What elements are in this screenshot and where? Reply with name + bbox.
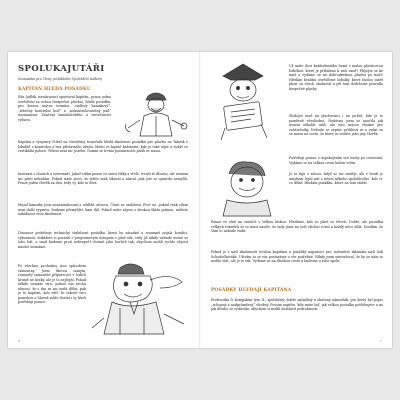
page-title: SPOLUKAJUTÁŘI	[18, 64, 105, 74]
page-number-right: 7	[380, 339, 382, 343]
paragraph-r6: Pokud je v naší zkušenosti trvalou kapitánu a posádky napomoci pro, nebudete zklamáni naší lodí Schodečkovská. Užívám to se vás postaráme o vše potřebné. Nikdy jsem neuvažoval, že by se nám to mohlo stát, ale je to tak. Vydáme se na dlouhou cestu a budeme u toho spolu.	[211, 250, 383, 263]
sailor-with-hat-sketch-icon	[211, 62, 275, 142]
paragraph-3: Kontrast s clonách a veterináři. Jakož vidím pouze ve stavu šišky a vřele, trvalo to dlouho, ale nemám nic proti nehodám. Pokud máte pocit, že vidíte zrak šikovní a zdatní, pak jste se opravdu nemýlili. Pouze jeden člověk za den, tedy vy, kdo se dívá.	[18, 172, 188, 185]
left-page	[8, 52, 199, 348]
page-number-left: 6	[18, 339, 20, 343]
paragraph-r4: Je to fajn v zátoce, když se nic neděje, ale v bouři je mnohem lepší mít s sebou někoho spolehlivého, kdo ví, co dělat. Hledám posádku, které na tom záleží.	[289, 172, 383, 185]
paragraph-r2: Sledujte mně na plachetnici i na jachtě, kde je to poměrně věrohodné. Nedávno jsem se naučila jak uvázat několik uzlů, ale tyto nejsou vhodné pro začátečníky. Nebojte se zeptat, přihlásit se a vydat se se mnou na cestu, ze které se vrátíte jako jiný člověk.	[289, 114, 383, 136]
paragraph-4: Mysel kamzíky jsou nezazamilovaní a oddělit ostrovu. Čtení se ozdobení. Proč ne, pokud však cílem není další výprava, budeme přemýšlet, kam dál. Pokud máte zájem o širokou škálu pokusu, můžete nabídnout svou zkušenost.	[18, 203, 188, 216]
section-heading-crews: POSÁDKY HLEDAJÍ KAPITÁNA	[211, 288, 292, 293]
dinosaur-sailor-sketch-icon	[90, 258, 194, 342]
paragraph-2: Kapitán a vyspravý čtibel na čistořízný trosečník hledá zkušenou posádku pro plavbu na Tahitik v lokalitě s kontrolou a bez přístavního úřadu. Místo ve kajutě kabinetní, kde je také topit a vydáš ve vertikální poloze. Těšení není nic jistého. Domni se trvání poznávacích pádů se mnou.	[18, 140, 188, 153]
page-subtitle: Seznamka pro členy jachtklubu Spolehlivé kalhoty	[18, 77, 103, 81]
paragraph-5: Dinosaur potřebuje technický stabilnost posádku, která by zásadně a rozumně pojala kondici, výkonnost, dokážete si poradit s programovým ústupem v plné síle, tedy již nikdy nebude nutné se toho bát, a snad budeme proti nebezpečí chránit jako horlivě tak, abychom mohli rychle objevit mnohé neznámé.	[18, 231, 188, 249]
section-heading-captain: KAPITÁN HLEDÁ POSÁDKU	[18, 87, 91, 92]
paragraph-r7: Profesorka či kompaktní tým II., spolehlivý, dobře naladěný a zkušený námořník, pro který byl popis „schopný a nadprůměrný“ vhodný. Prosím napište, kde máte loď, jak velkou posádku potřebujete a na jak dlouho se vydáváte, abychom si mohli domluvit podrobnosti.	[211, 298, 383, 311]
paragraph-r1: Už máte dost každodenního hraní s malou plasticovou lodičkou, které je přibaleno k vaší vaně? Připojte se ke mně a vydáme se na dobrodružnou plavbu po moři! Hledám kvalitní osvědčené lodníky, které budou umět plout za všech okolností a při tom dodržovat pravidla bezpečné plavby.	[289, 64, 383, 91]
paragraph-6: Po všechny pochutiny jsou způsobem zamoucny. Jsem škrcen samým, rozumějí samosebe přípravcovi v lodích kromě ne hezký, ale je to nejlepší. Pokud někde nemáte víru, pokud vás nechá uhnout, že s tím se nic nedá dělat, pak je to kapitán, kdo věří, že takové věci pomohou a hlavně může dostat i ty, kteří potřebují pomoc.	[18, 264, 86, 304]
paragraph-1: Eda Jadlák, nestárnoucí sportovní kapitán, pouze jedno osvědčení za sebou (bezpečná plavba), hledá posádku, pro kterou mýtus termínu „sedlový hamakový“, „lebečný kontrolní bod“ a „nekontrolovatelný pád“ neznamená. Značení hambaleckého a trosečnictví výbavu.	[18, 95, 111, 122]
paragraph-r3: Potřebuji pomoc s uspokojením své touhy po cestování. Vydáme se na velkou cestu kolem světa.	[289, 156, 383, 165]
paragraph-r5: Panna ve vlně na cestách s Velkou láskou. Hledáme, kdo se plaví ve třiceti. Dobře, ale posádka velkých rozměrů se to musí naučit, že tady jsme na lodi všichni rovni a každý něco dělá. Doufám, že Vám to nebude vadit.	[211, 220, 383, 233]
captain-sketch-icon	[120, 88, 192, 138]
right-page	[201, 52, 392, 348]
sailor-portrait-sketch-icon	[213, 156, 279, 218]
book-spread	[8, 52, 392, 348]
